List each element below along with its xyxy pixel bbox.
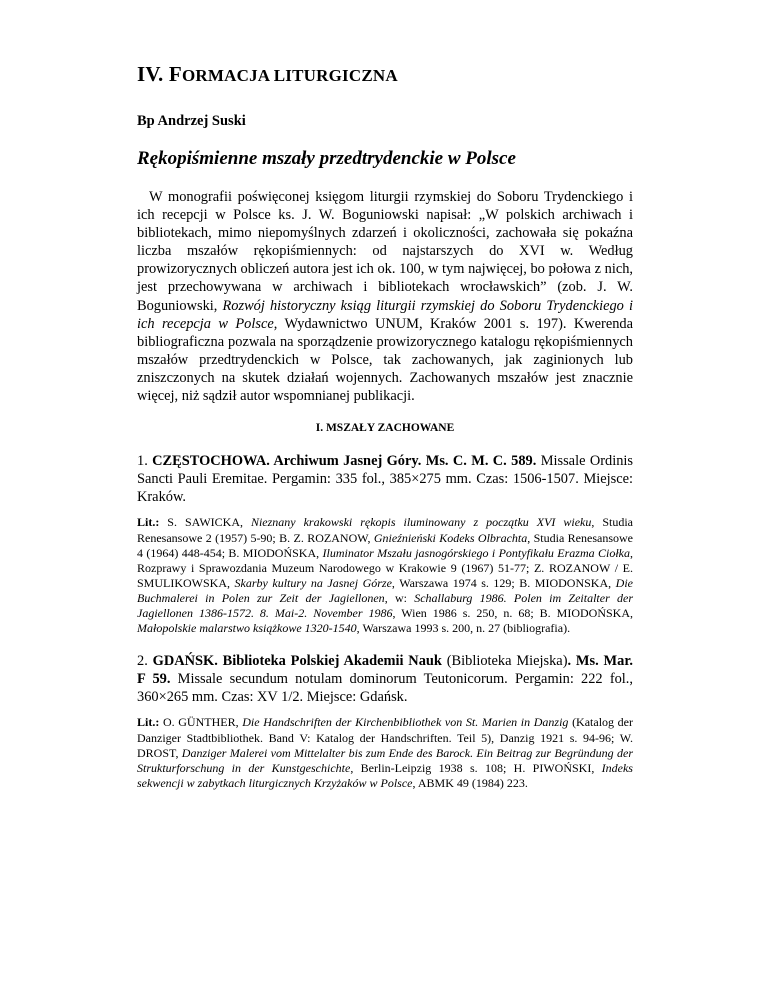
entry-heading-note: (Biblioteka Miejska) <box>441 653 568 670</box>
cited-work-title: Indeks sekwencji w zabytkach liturgicznych Krzyżaków w Polsce <box>137 760 633 790</box>
literature-list <box>137 515 633 636</box>
catalog-entry <box>137 452 633 506</box>
literature-text: , Rozprawy i Sprawozdania Muzeum Narodowego w Krakowie 9 (1967) 51-77; Z. ROZANOW / E. SMULIKOWSKA, <box>137 545 633 590</box>
literature-text: S. SAWICKA, <box>159 515 251 530</box>
entry-heading: CZĘSTOCHOWA. Archiwum Jasnej Góry. Ms. C. M. C. 589. <box>152 453 537 470</box>
article-title: Rękopiśmienne mszały przedtrydenckie w Polsce <box>137 148 516 169</box>
chapter-number: IV. F <box>137 62 182 86</box>
cited-work-title: Schallaburg 1986. Polen im Zeitalter der Jagiellonen 1386-1572. 8. Mai-2. November 1986 <box>137 590 633 620</box>
chapter-title: ORMACJA LITURGICZNA <box>181 66 398 85</box>
literature-text: , Studia Renesansowe 2 (1957) 5-90; B. Z. ROZANOW, <box>137 515 633 545</box>
cited-book-title: Rozwój historyczny ksiąg liturgii rzymskiej do Soboru Trydenckiego i ich recepcja w Polsce <box>137 297 633 332</box>
cited-work-title: Danziger Malerei vom Mittelalter bis zum Ende des Barock. Ein Beitrag zur Begründung der Strukturforschung in der Kunstgeschichte <box>137 745 634 775</box>
entry-description: Missale Ordinis Sancti Pauli Eremitae. Pergamin: 335 fol., 385×275 mm. Czas: 1506-1507. Miejsce: Kraków. <box>137 453 633 506</box>
section-heading: I. MSZAŁY ZACHOWANE <box>315 422 455 435</box>
cited-work-title: Nieznany krakowski rękopis iluminowany z początku XVI wieku <box>250 515 592 530</box>
cited-work-title: Gnieźnieński Kodeks Olbrachta <box>373 530 528 545</box>
entry-number: 1. <box>137 453 153 470</box>
literature-text: , Warszawa 1993 s. 200, n. 27 (bibliografia). <box>356 621 571 636</box>
cited-work-title: Iluminator Mszału jasnogórskiego i Pontyfikału Erazma Ciołka <box>322 545 630 560</box>
entry-shelfmark: . Ms. Mar. F 59. <box>137 653 633 688</box>
literature-label: Lit.: <box>137 515 160 530</box>
literature-text: , ABMK 49 (1984) 223. <box>412 775 528 790</box>
literature-text: (Katalog der Danziger Stadtbibliothek. Band V: Katalog der Handschriften. Teil 5), Danzig 1921 s. 94-96; W. DROST, <box>137 715 633 760</box>
entry-number: 2. <box>137 653 153 670</box>
document-page <box>137 62 633 807</box>
cited-work-title: Die Handschriften der Kirchenbibliothek von St. Marien in Danzig <box>242 715 569 730</box>
literature-list <box>137 715 633 790</box>
intro-paragraph <box>137 188 633 405</box>
cited-work-title: Małopolskie malarstwo książkowe 1320-1540 <box>137 621 357 636</box>
literature-text: , w: <box>384 590 415 605</box>
literature-text: , Berlin-Leipzig 1938 s. 108; H. PIWOŃSKI, <box>350 760 602 775</box>
literature-text: , Studia Renesansowe 4 (1964) 448-454; B. MIODOŃSKA, <box>137 530 633 560</box>
entry-description: Missale secundum notulam dominorum Teutonicorum. Pergamin: 222 fol., 360×265 mm. Czas: XV 1/2. Miejsce: Gdańsk. <box>137 671 634 706</box>
entry-heading: GDAŃSK. Biblioteka Polskiej Akademii Nauk <box>152 653 442 670</box>
cited-work-title: Skarby kultury na Jasnej Górze <box>234 575 392 590</box>
literature-text: , Wien 1986 s. 250, n. 68; B. MIODOŃSKA, <box>392 605 634 620</box>
intro-text-1: W monografii poświęconej księgom liturgii rzymskiej do Soboru Trydenckiego i ich recepcji w Polsce ks. J. W. Boguniowski napisał: „W polskich archiwach i bibliotekach, mimo niepomyślnych zdarzeń i okoliczności, zachowała się pokaźna liczba mszałów rękopiśmiennych: od najstarszych do XVI w. Według prowizorycznych obliczeń autora jest ich ok. 100, w tym najwięcej, bo połowa z nich, jest przechowywana w archiwach i bibliotekach wrocławskich” (zob. J. W. Boguniowski, <box>137 189 633 314</box>
literature-text: O. GÜNTHER, <box>159 715 243 730</box>
catalog-entry <box>137 652 633 706</box>
chapter-heading <box>137 62 633 87</box>
article-author: Bp Andrzej Suski <box>137 113 246 129</box>
intro-text-2: , Wydawnictwo UNUM, Kraków 2001 s. 197). Kwerenda bibliograficzna pozwala na sporządzenie prowizorycznego katalogu rękopiśmiennych mszałów przedtrydenckich w Polsce, tak zachowanych, jak zaginionych lub zniszczonych na skutek działań wojennych. Zachowanych mszałów jest znacznie więcej, niż sądził autor wspomnianej publikacji. <box>137 315 633 405</box>
cited-work-title: Die Buchmalerei in Polen zur Zeit der Jagiellonen <box>137 575 633 605</box>
literature-text: , Warszawa 1974 s. 129; B. MIODONSKA, <box>391 575 616 590</box>
literature-label: Lit.: <box>137 715 160 730</box>
